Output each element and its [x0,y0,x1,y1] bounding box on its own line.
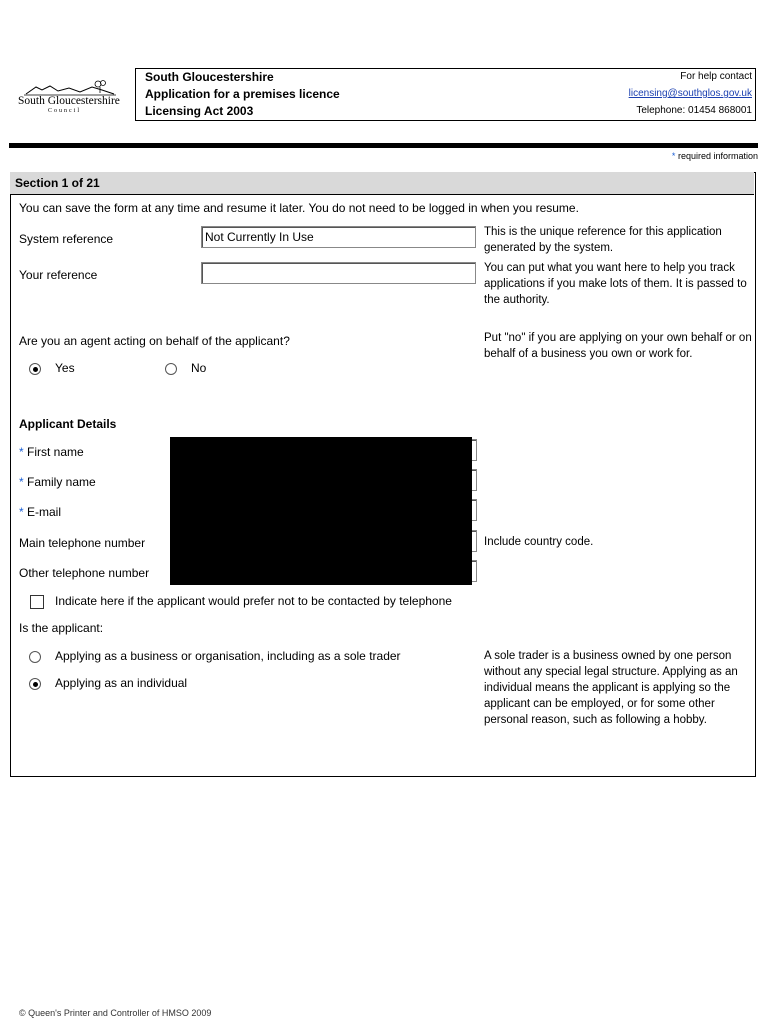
family-name-label: * Family name [19,475,96,489]
header-rule [9,143,758,148]
applicant-details-heading: Applicant Details [19,417,117,431]
applicant-business-radio[interactable] [29,651,41,663]
section-header [10,172,754,195]
help-email-link[interactable]: licensing@southglos.gov.uk [628,88,752,99]
required-note-text: required information [677,151,758,161]
council-logo [14,78,126,118]
agent-no-radio[interactable] [165,363,177,375]
applicant-individual-label: Applying as an individual [55,676,188,690]
system-reference-field: Not Currently In Use [201,226,476,248]
email-label: * E-mail [19,505,62,519]
no-phone-contact-label: Indicate here if the applicant would prefer not to be contacted by telephone [55,594,452,608]
your-reference-input[interactable] [201,262,476,284]
your-reference-label: Your reference [19,268,98,282]
help-phone: Telephone: 01454 868001 [636,105,752,116]
footer-copyright: © Queen's Printer and Controller of HMSO 2009 [19,1008,212,1018]
logo-text: South Gloucestershire [18,95,120,107]
applicant-individual-radio[interactable] [29,678,41,690]
act-title: Licensing Act 2003 [145,104,254,118]
system-reference-label: System reference [19,232,114,246]
section-intro: You can save the form at any time and resume it later. You do not need to be logged in when you resume. [19,201,579,215]
agent-question-help: Put "no" if you are applying on your own behalf or on behalf of a business you own or work for. [484,332,752,360]
no-phone-contact-checkbox[interactable] [30,595,44,609]
your-reference-help: You can put what you want here to help you track applications if you make lots of them. It is passed to the authority. [484,262,747,306]
first-name-label: * First name [19,445,84,459]
agent-yes-label: Yes [55,361,75,375]
org-name: South Gloucestershire [145,70,274,84]
other-phone-label: Other telephone number [19,566,150,580]
required-star: * [671,151,676,161]
logo-subtext: Council [48,108,81,114]
help-label: For help contact [680,71,752,82]
header-box [135,68,756,121]
agent-question-label: Are you an agent acting on behalf of the applicant? [19,334,290,348]
agent-no-label: No [191,361,207,375]
section-title: Section 1 of 21 [15,176,100,190]
main-phone-label: Main telephone number [19,536,146,550]
agent-yes-radio[interactable] [29,363,41,375]
applicant-business-label: Applying as a business or organisation, including as a sole trader [55,649,401,663]
redaction-block [170,437,472,585]
main-phone-help: Include country code. [484,536,594,548]
required-note [672,151,758,161]
system-reference-help: This is the unique reference for this application generated by the system. [484,226,722,254]
applicant-type-label: Is the applicant: [19,621,104,635]
form-title: Application for a premises licence [145,87,340,101]
applicant-type-help: A sole trader is a business owned by one person without any special legal structure. Applying as an individual means the applicant is applying so the applicant can be employed, or for some other personal reason, such as following a hobby. [484,650,738,726]
